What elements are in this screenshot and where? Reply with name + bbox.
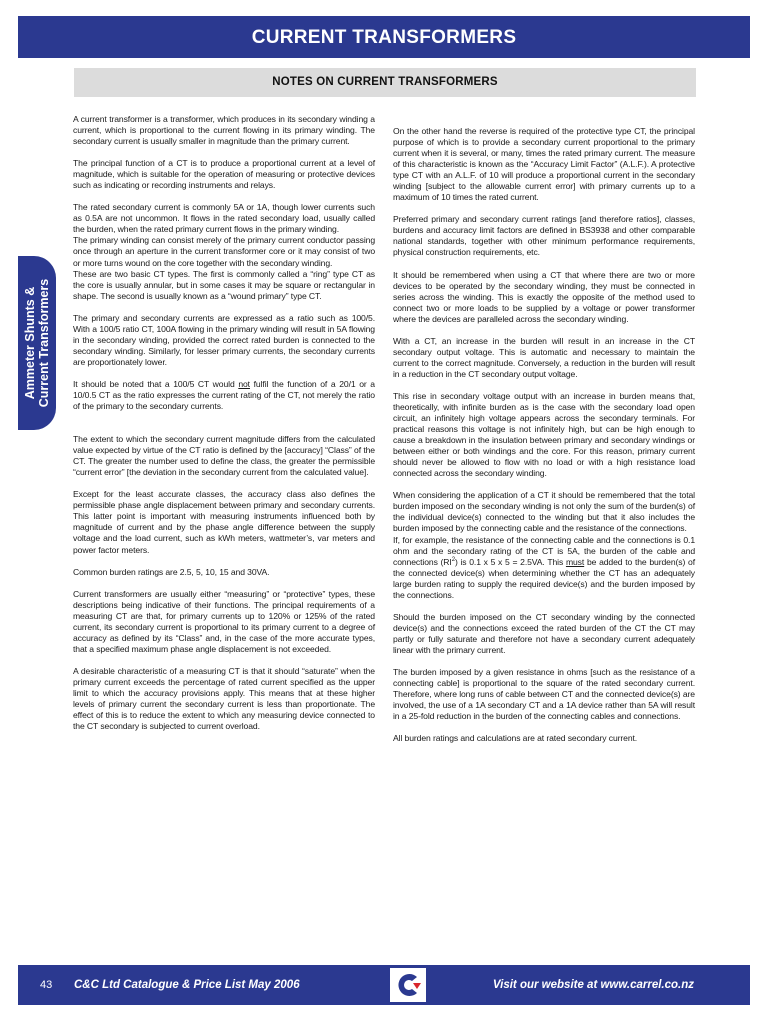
paragraph: The primary and secondary currents are expressed as a ratio such as 100/5. With a 100/5 ratio CT, 100A flowing in the primary winding will result in 5A flowing in the secondary winding, provided the correct rated burden is connected to the secondary winding. Similarly, for lesser primary currents, the secondary currents are proportionately lower. [73, 312, 375, 367]
paragraph: This rise in secondary voltage output with an increase in burden means that, theoretically, with infinite burden as is the case with the secondary load open circuit, an infinitely high voltage appears across the secondary terminals. For practical reasons this voltage is not infinitely high, but can be high enough to cause a breakdown in the insulation between primary and secondary windings or between either or both windings and the core. For this reason, primary current should never be allowed to flow with no load or with a high resistance load connected across the secondary winding. [393, 390, 695, 479]
text: ) is 0.1 x 5 x 5 = 2.5VA. This [454, 556, 566, 567]
paragraph: It should be remembered when using a CT that where there are two or more devices to be operated by the secondary winding, they must be connected in series across the winding. This is exactly the opposite of the method used to connect two or more loads to be supplied by a voltage or power transformer where the devices are paralleled across the secondary winding. [393, 269, 695, 324]
paragraph: Current transformers are usually either “measuring” or “protective” types, these descriptions being indicative of their functions. The principal requirements of a measuring CT are that, for primary currents up to 120% or 125% of the rated current, its secondary current is proportional to its primary current to a degree of accuracy as defined by its “Class” and, in the case of the more accurate types, that a specified maximum phase angle displacement is not exceeded. [73, 588, 375, 654]
emphasis: not [238, 378, 250, 389]
paragraph: These are two basic CT types. The first is commonly called a “ring” type CT as the core is usually annular, but in some cases it may be square or rectangular in shape. The second is usually known as a “wound primary” type CT. [73, 268, 375, 301]
paragraph: Should the burden imposed on the CT secondary winding by the connected device(s) and the connections exceed the rated burden of the CT the CT may partly or fully saturate and therefore not have a secondary current adequately linear with the primary current. [393, 611, 695, 655]
text: If, for example, the resistance of the connecting cable and the connections is 0.1 ohm and the secondary rating of the CT is 5A, the burden of the cable and connections (RI [393, 534, 695, 567]
page-header [18, 16, 750, 58]
website-link[interactable]: Visit our website at www.carrel.co.nz [492, 979, 694, 991]
side-tab-line2: Current Transformers [37, 278, 51, 408]
paragraph: On the other hand the reverse is required of the protective type CT, the principal purpose of which is to provide a secondary current proportional to the primary current when it is several, or many, times the rated primary current. The measure of this characteristic is known as the “Accuracy Limit Factor” (A.L.F.). A protective type CT with an A.L.F. of 10 will produce a proportional current in the secondary winding [subject to the allowable current error] with primary currents up to a maximum of 10 times the rated current. [393, 126, 695, 203]
paragraph: Preferred primary and secondary current ratings [and therefore ratios], classes, burdens and accuracy limit factors are defined in BS3938 and other comparable national standards, together with other minimum performance requirements, physical construction requirements, etc. [393, 214, 695, 258]
paragraph: With a CT, an increase in the burden will result in an increase in the CT secondary output voltage. This is automatic and necessary to maintain the current to the correct magnitude. Conversely, a reduction in the burden will result in a reduction in the CT secondary output voltage. [393, 335, 695, 379]
paragraph: The primary winding can consist merely of the primary current conductor passing once through an aperture in the current transformer core or it may consist of two or more turns wound on the core together with the secondary winding. [73, 235, 375, 268]
catalogue-title: C&C Ltd Catalogue & Price List May 2006 [74, 979, 300, 991]
section-header [74, 68, 696, 97]
paragraph: When considering the application of a CT it should be remembered that the total burden imposed on the secondary winding is not only the sum of the burden(s) of the individual device(s) connected to the winding but that it also includes the burden imposed by the connecting cable and the resistance of the connections. [393, 490, 695, 534]
page-title: CURRENT TRANSFORMERS [251, 27, 517, 48]
section-title: NOTES ON CURRENT TRANSFORMERS [272, 76, 498, 88]
paragraph: The rated secondary current is commonly 5A or 1A, though lower currents such as 0.5A are not uncommon. It flows in the rated secondary load, usually called the burden, when the rated primary current flows in the primary winding. [73, 202, 375, 235]
paragraph: The principal function of a CT is to produce a proportional current at a level of magnitude, which is suitable for the operation of measuring or protective devices such as indicating or recording instruments and relays. [73, 158, 375, 191]
paragraph: A desirable characteristic of a measuring CT is that it should “saturate” when the primary current exceeds the percentage of rated current specified as the upper limit to which the accuracy provisions apply. This means that at these higher levels of primary current the secondary current is less than proportionate. The effect of this is to reduce the extent to which any measuring device connected to the CT secondary is subjected to current overload. [73, 665, 375, 732]
paragraph: A current transformer is a transformer, which produces in its secondary winding a current, which is proportional to the current flowing in its primary winding. The secondary current is usually smaller in magnitude than the primary current. [73, 114, 375, 147]
paragraph: All burden ratings and calculations are at rated secondary current. [393, 733, 638, 744]
paragraph [73, 379, 375, 412]
paragraph: The burden imposed by a given resistance in ohms [such as the resistance of a connecting cable] is proportional to the square of the rated secondary current. Therefore, where long runs of cable between CT and the connected device(s) are involved, the use of a 1A secondary CT and a 1A device rather than 5A will result in a 25-fold reduction in the burden of the connecting cables and connections. [393, 666, 695, 722]
paragraph: Common burden ratings are 2.5, 5, 10, 15 and 30VA. [73, 566, 270, 577]
paragraph: Except for the least accurate classes, the accuracy class also defines the permissible phase angle displacement between primary and secondary currents. This latter point is important with measuring instruments influenced both by magnitude of current and by the phase angle difference between the supply voltage and the load current, such as kWh meters, wattmeter’s, var meters and power factor meters. [73, 489, 375, 555]
side-tab-label [23, 253, 51, 433]
superscript: 2 [451, 556, 455, 563]
page-number: 43 [40, 979, 53, 991]
emphasis: must [565, 556, 585, 567]
page-footer [18, 965, 750, 1005]
paragraph: The extent to which the secondary current magnitude differs from the calculated value expected by virtue of the CT ratio is defined by the [accuracy] “Class” of the CT. The greater the number used to define the class, the greater the permissible “current error” [the deviation in the secondary current from the calculated value]. [73, 434, 375, 478]
text: It should be noted that a 100/5 CT would [73, 378, 239, 389]
text: fulfil the function of a 20/1 or a 10/0.5 CT as the ratio expresses the current rating of the CT, not merely the ratio of the primary to the secondary currents. [73, 378, 375, 412]
right-column [393, 126, 695, 744]
side-tab-line1: Ammeter Shunts & [23, 286, 37, 400]
paragraph [393, 535, 695, 601]
left-column [73, 114, 375, 732]
cc-logo-icon [390, 968, 426, 1002]
text: be added to the burden(s) of the connected device(s) when determining whether the CT has an adequately large burden rating to supply the required device(s) and the burden imposed by the connections. [393, 556, 695, 600]
